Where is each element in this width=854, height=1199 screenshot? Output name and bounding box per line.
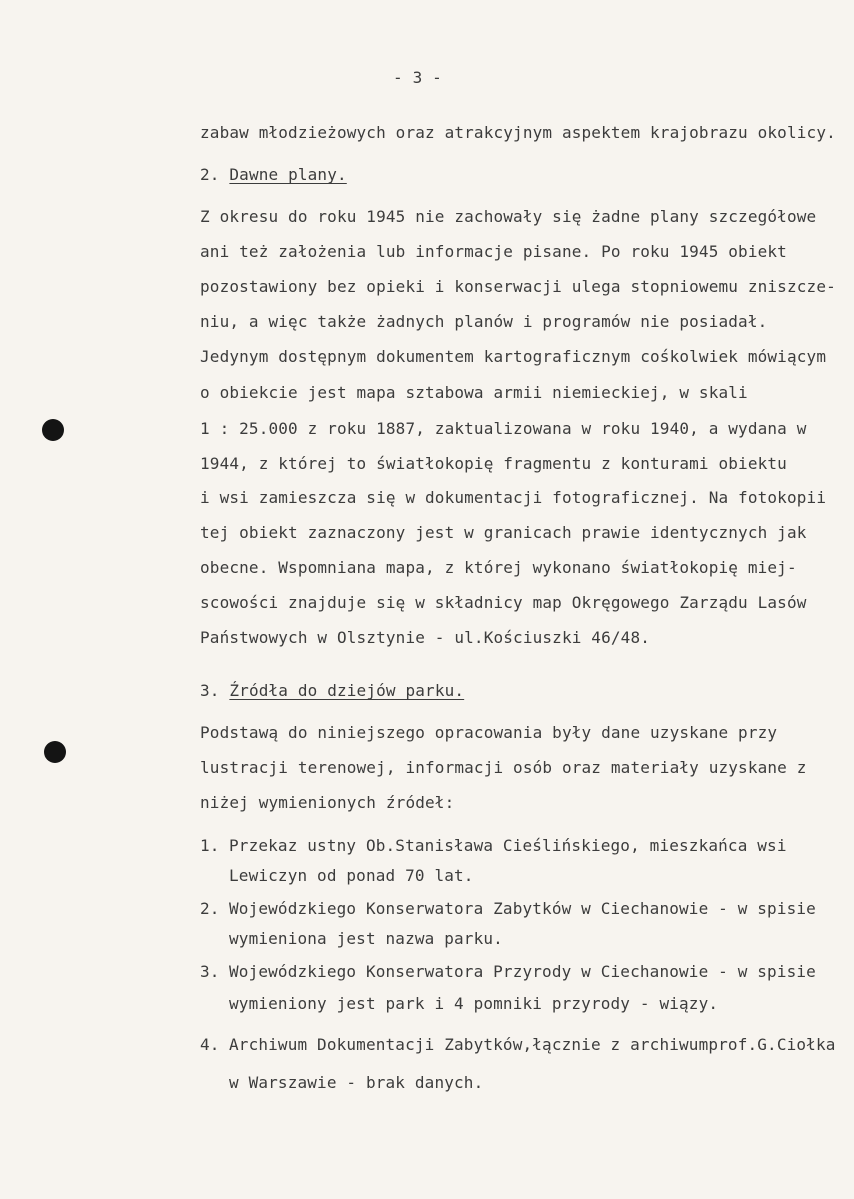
section-2-title: Dawne plany. — [229, 165, 347, 184]
punch-hole-top — [42, 419, 64, 441]
section-2-line: 1 : 25.000 z roku 1887, zaktualizowana w roku 1940, a wydana w — [200, 419, 807, 438]
section-2-line: Państwowych w Olsztynie - ul.Kościuszki 46/48. — [200, 628, 651, 647]
list-item-number: 4. — [200, 1035, 220, 1054]
section-2-line: ani też założenia lub informacje pisane. Po roku 1945 obiekt — [200, 242, 787, 261]
section-3-line: niżej wymienionych źródeł: — [200, 793, 455, 812]
list-item-line: Wojewódzkiego Konserwatora Zabytków w Ciechanowie - w spisie — [229, 899, 816, 918]
section-3-line: lustracji terenowej, informacji osób oraz materiały uzyskane z — [200, 758, 807, 777]
section-2-heading — [200, 165, 347, 184]
section-2-line: tej obiekt zaznaczony jest w granicach prawie identycznych jak — [200, 523, 807, 542]
list-item-number: 3. — [200, 962, 220, 981]
section-3-line: Podstawą do niniejszego opracowania były dane uzyskane przy — [200, 723, 778, 742]
list-item-line: wymieniony jest park i 4 pomniki przyrody - wiązy. — [229, 994, 719, 1013]
punch-hole-bottom — [44, 741, 66, 763]
section-2-line: o obiekcie jest mapa sztabowa armii niemieckiej, w skali — [200, 383, 748, 402]
section-2-line: scowości znajduje się w składnicy map Okręgowego Zarządu Lasów — [200, 593, 807, 612]
list-item-line: Archiwum Dokumentacji Zabytków,łącznie z archiwumprof.G.Ciołka — [229, 1035, 836, 1054]
list-item-line: Przekaz ustny Ob.Stanisława Cieślińskiego, mieszkańca wsi — [229, 836, 787, 855]
section-3-number: 3. — [200, 681, 220, 700]
section-2-line: obecne. Wspomniana mapa, z której wykonano światłokopię miej- — [200, 558, 797, 577]
list-item-number: 2. — [200, 899, 220, 918]
section-2-line: Jedynym dostępnym dokumentem kartograficznym cośkolwiek mówiącym — [200, 347, 827, 366]
page-number: - 3 - — [393, 68, 442, 87]
section-2-line: i wsi zamieszcza się w dokumentacji fotograficznej. Na fotokopii — [200, 488, 827, 507]
section-2-line: Z okresu do roku 1945 nie zachowały się żadne plany szczegółowe — [200, 207, 817, 226]
section-3-title: Źródła do dziejów parku. — [229, 681, 465, 700]
list-item-number: 1. — [200, 836, 220, 855]
list-item-line: wymieniona jest nazwa parku. — [229, 929, 503, 948]
list-item-line: w Warszawie - brak danych. — [229, 1073, 484, 1092]
section-2-number: 2. — [200, 165, 220, 184]
section-2-line: 1944, z której to światłokopię fragmentu z konturami obiektu — [200, 454, 787, 473]
section-3-heading — [200, 681, 464, 700]
intro-line: zabaw młodzieżowych oraz atrakcyjnym aspektem krajobrazu okolicy. — [200, 123, 836, 142]
list-item-line: Wojewódzkiego Konserwatora Przyrody w Ciechanowie - w spisie — [229, 962, 816, 981]
section-2-line: niu, a więc także żadnych planów i programów nie posiadał. — [200, 312, 768, 331]
list-item-line: Lewiczyn od ponad 70 lat. — [229, 866, 474, 885]
section-2-line: pozostawiony bez opieki i konserwacji ulega stopniowemu zniszcze- — [200, 277, 836, 296]
